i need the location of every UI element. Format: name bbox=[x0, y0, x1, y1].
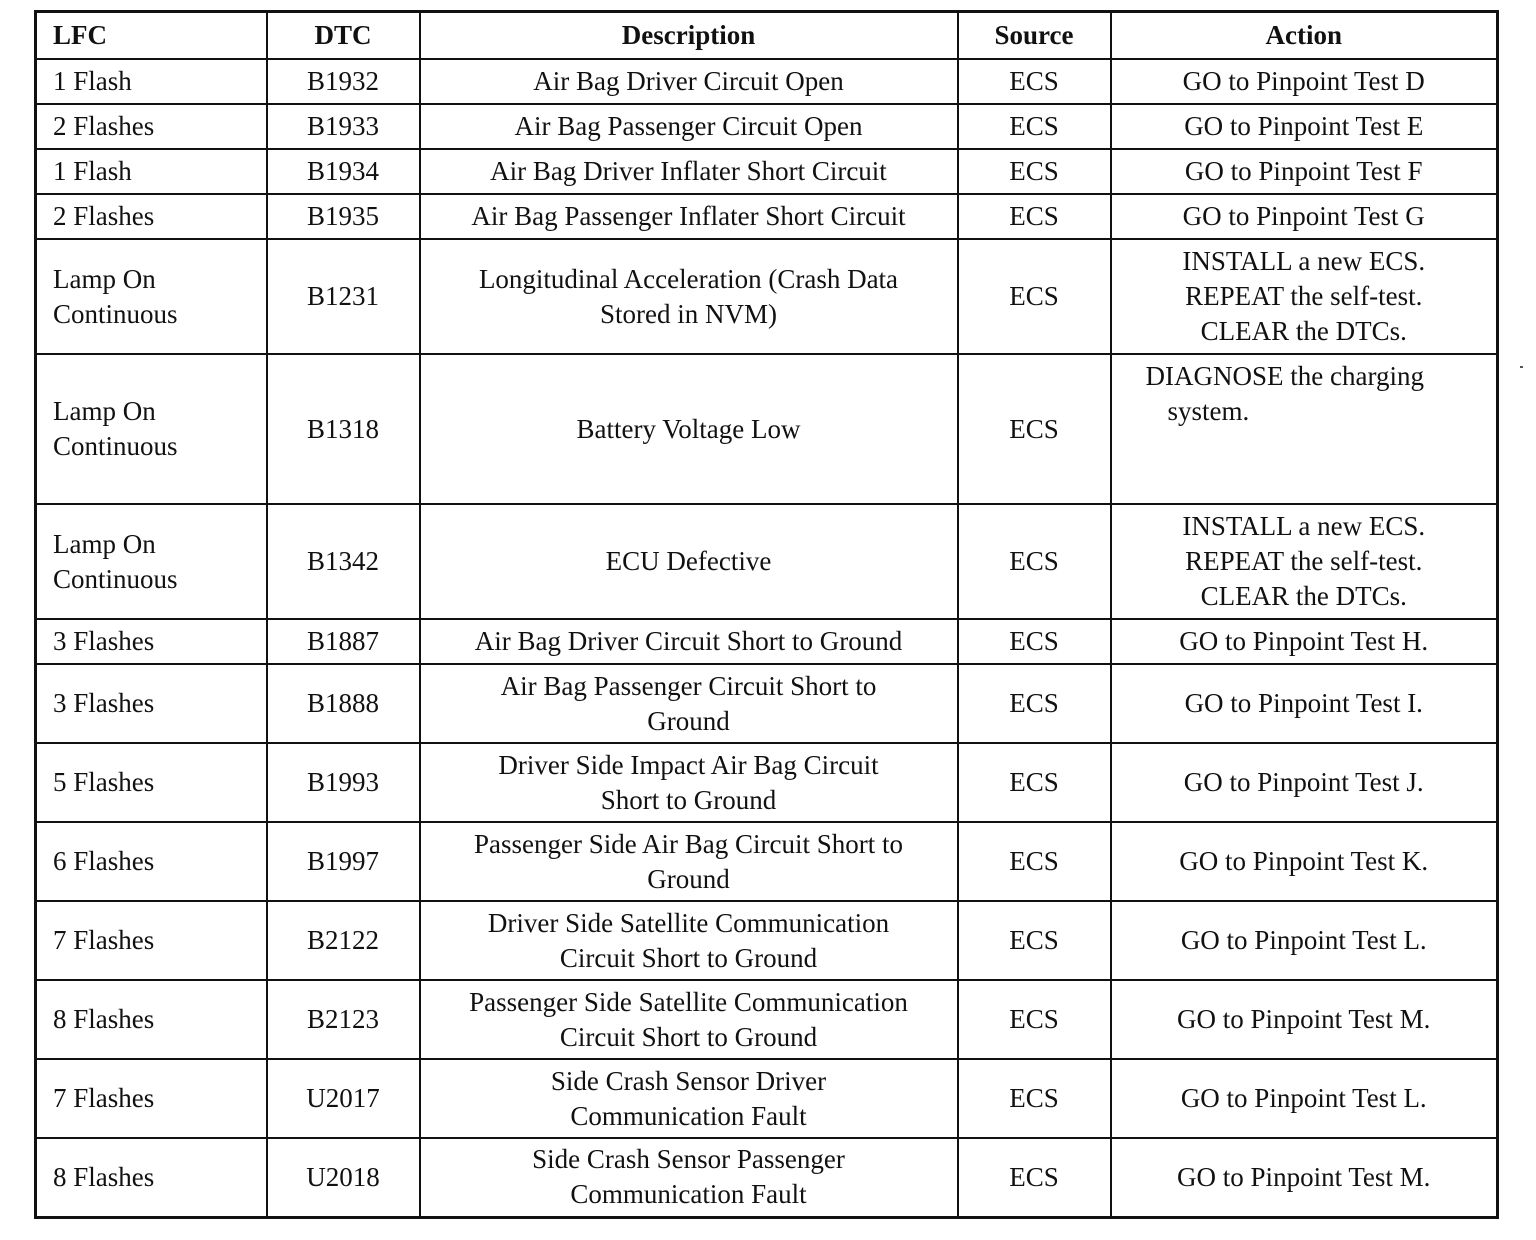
lfc-cell-line: 3 Flashes bbox=[53, 626, 155, 656]
table-row bbox=[36, 743, 1498, 822]
dtc-cell: B2123 bbox=[267, 980, 420, 1059]
action-cell bbox=[1111, 149, 1498, 194]
action-cell-line: GO to Pinpoint Test I. bbox=[1184, 688, 1423, 718]
description-cell-line: Air Bag Passenger Circuit Open bbox=[514, 111, 863, 141]
source-cell: ECS bbox=[958, 504, 1111, 619]
action-cell-line: GO to Pinpoint Test M. bbox=[1177, 1161, 1431, 1192]
action-cell bbox=[1111, 664, 1498, 743]
action-cell-line: GO to Pinpoint Test M. bbox=[1177, 1004, 1431, 1034]
action-cell bbox=[1111, 1138, 1498, 1217]
action-cell bbox=[1111, 619, 1498, 664]
source-cell: ECS bbox=[958, 194, 1111, 239]
header-action: Action bbox=[1111, 12, 1498, 60]
header-description: Description bbox=[420, 12, 958, 60]
description-cell-line: Side Crash Sensor Passenger bbox=[532, 1144, 845, 1175]
description-cell-line: Driver Side Satellite Communication bbox=[487, 907, 890, 938]
action-cell-line: GO to Pinpoint Test L. bbox=[1180, 1083, 1427, 1113]
description-cell-line: Air Bag Driver Circuit Open bbox=[533, 66, 844, 96]
source-cell: ECS bbox=[958, 619, 1111, 664]
lfc-cell-line: 3 Flashes bbox=[53, 688, 155, 718]
action-cell bbox=[1111, 980, 1498, 1059]
lfc-cell-line: 6 Flashes bbox=[53, 846, 155, 876]
table-header bbox=[36, 12, 1498, 60]
lfc-cell-line: 8 Flashes bbox=[53, 1004, 155, 1034]
description-cell bbox=[420, 104, 958, 149]
dtc-cell: B1887 bbox=[267, 619, 420, 664]
action-cell bbox=[1111, 354, 1498, 504]
lfc-cell bbox=[36, 149, 267, 194]
source-cell: ECS bbox=[958, 1138, 1111, 1217]
source-cell: ECS bbox=[958, 901, 1111, 980]
table-row bbox=[36, 664, 1498, 743]
header-row bbox=[36, 12, 1498, 60]
lfc-cell-line: 7 Flashes bbox=[53, 925, 155, 955]
action-cell bbox=[1111, 822, 1498, 901]
action-cell-line: REPEAT the self-test. bbox=[1185, 546, 1423, 576]
description-cell bbox=[420, 901, 958, 980]
lfc-cell-line: Continuous bbox=[53, 563, 178, 594]
source-cell: ECS bbox=[958, 104, 1111, 149]
action-cell bbox=[1111, 901, 1498, 980]
lfc-cell-line: 7 Flashes bbox=[53, 1083, 155, 1113]
source-cell: ECS bbox=[958, 59, 1111, 104]
description-cell-line: Passenger Side Satellite Communication bbox=[469, 986, 908, 1017]
description-cell bbox=[420, 149, 958, 194]
table-row bbox=[36, 1138, 1498, 1217]
action-cell bbox=[1111, 504, 1498, 619]
lfc-cell bbox=[36, 822, 267, 901]
description-cell-line: Short to Ground bbox=[600, 784, 777, 815]
header-lfc: LFC bbox=[36, 12, 267, 60]
lfc-cell bbox=[36, 104, 267, 149]
description-cell-line: Air Bag Passenger Inflater Short Circuit bbox=[471, 201, 906, 231]
dtc-cell: B1997 bbox=[267, 822, 420, 901]
action-cell-line: CLEAR the DTCs. bbox=[1200, 581, 1407, 611]
dtc-cell: B1342 bbox=[267, 504, 420, 619]
lfc-cell bbox=[36, 354, 267, 504]
source-cell: ECS bbox=[958, 980, 1111, 1059]
lfc-cell-line: Lamp On bbox=[53, 528, 156, 559]
lfc-cell-line: 5 Flashes bbox=[53, 767, 155, 797]
header-dtc: DTC bbox=[267, 12, 420, 60]
dtc-cell: U2017 bbox=[267, 1059, 420, 1138]
source-cell: ECS bbox=[958, 149, 1111, 194]
action-cell-line: INSTALL a new ECS. bbox=[1182, 246, 1426, 276]
lfc-cell-line: 8 Flashes bbox=[53, 1161, 155, 1192]
action-cell-line: GO to Pinpoint Test K. bbox=[1179, 846, 1429, 876]
dtc-cell: B1935 bbox=[267, 194, 420, 239]
action-cell bbox=[1111, 743, 1498, 822]
dtc-cell: B1318 bbox=[267, 354, 420, 504]
table-row bbox=[36, 980, 1498, 1059]
description-cell bbox=[420, 354, 958, 504]
lfc-cell bbox=[36, 1059, 267, 1138]
dtc-cell: B1888 bbox=[267, 664, 420, 743]
description-cell bbox=[420, 59, 958, 104]
lfc-cell bbox=[36, 239, 267, 354]
source-cell: ECS bbox=[958, 664, 1111, 743]
dtc-cell: U2018 bbox=[267, 1138, 420, 1217]
lfc-cell bbox=[36, 59, 267, 104]
description-cell-line: Side Crash Sensor Driver bbox=[550, 1065, 827, 1096]
description-cell-line: Stored in NVM) bbox=[600, 298, 777, 329]
description-cell-line: Air Bag Driver Inflater Short Circuit bbox=[490, 156, 887, 186]
description-cell bbox=[420, 1059, 958, 1138]
description-cell-line: Ground bbox=[647, 863, 730, 894]
table-row bbox=[36, 104, 1498, 149]
table-row bbox=[36, 822, 1498, 901]
action-cell bbox=[1111, 239, 1498, 354]
action-cell bbox=[1111, 194, 1498, 239]
lfc-cell bbox=[36, 901, 267, 980]
action-cell-line: GO to Pinpoint Test L. bbox=[1180, 925, 1427, 955]
source-cell: ECS bbox=[958, 354, 1111, 504]
action-cell-line: GO to Pinpoint Test F bbox=[1184, 156, 1423, 186]
description-cell-line: Driver Side Impact Air Bag Circuit bbox=[498, 749, 879, 780]
action-cell-line: GO to Pinpoint Test G bbox=[1182, 201, 1425, 231]
lfc-cell-line: 1 Flash bbox=[53, 156, 132, 186]
description-cell bbox=[420, 1138, 958, 1217]
table-row bbox=[36, 149, 1498, 194]
description-cell-line: Air Bag Driver Circuit Short to Ground bbox=[474, 626, 903, 656]
dtc-table bbox=[34, 10, 1499, 1219]
dtc-cell: B1993 bbox=[267, 743, 420, 822]
description-cell bbox=[420, 822, 958, 901]
description-cell-line: Ground bbox=[647, 705, 730, 736]
lfc-cell-line: 2 Flashes bbox=[53, 201, 155, 231]
description-cell-line: Circuit Short to Ground bbox=[559, 1021, 818, 1052]
description-cell bbox=[420, 980, 958, 1059]
action-cell bbox=[1111, 104, 1498, 149]
description-cell-line: Circuit Short to Ground bbox=[559, 942, 818, 973]
action-cell-line: GO to Pinpoint Test H. bbox=[1179, 626, 1429, 656]
table-row bbox=[36, 619, 1498, 664]
action-cell bbox=[1111, 1059, 1498, 1138]
source-cell: ECS bbox=[958, 1059, 1111, 1138]
description-cell-line: Battery Voltage Low bbox=[576, 413, 801, 444]
lfc-cell bbox=[36, 194, 267, 239]
description-cell-line: ECU Defective bbox=[605, 546, 772, 576]
dtc-cell: B1934 bbox=[267, 149, 420, 194]
table-row bbox=[36, 354, 1498, 504]
source-cell: ECS bbox=[958, 239, 1111, 354]
lfc-cell-line: Continuous bbox=[53, 298, 178, 329]
lfc-cell bbox=[36, 980, 267, 1059]
dtc-cell: B1231 bbox=[267, 239, 420, 354]
action-cell-line: REPEAT the self-test. bbox=[1185, 281, 1423, 311]
description-cell-line: Communication Fault bbox=[570, 1179, 807, 1210]
description-cell-line: Longitudinal Acceleration (Crash Data bbox=[478, 263, 899, 294]
description-cell bbox=[420, 743, 958, 822]
lfc-cell-line: Lamp On bbox=[53, 396, 156, 426]
dtc-cell: B1932 bbox=[267, 59, 420, 104]
source-cell: ECS bbox=[958, 822, 1111, 901]
description-cell bbox=[420, 504, 958, 619]
dtc-cell: B1933 bbox=[267, 104, 420, 149]
table-body bbox=[36, 59, 1498, 1217]
description-cell-line: Air Bag Passenger Circuit Short to bbox=[500, 670, 877, 701]
table-row bbox=[36, 194, 1498, 239]
table-row bbox=[36, 1059, 1498, 1138]
table-row bbox=[36, 59, 1498, 104]
description-cell bbox=[420, 239, 958, 354]
lfc-cell-line: Lamp On bbox=[53, 263, 156, 294]
description-cell bbox=[420, 619, 958, 664]
table-row bbox=[36, 901, 1498, 980]
action-cell-line: GO to Pinpoint Test E bbox=[1184, 111, 1424, 141]
lfc-cell bbox=[36, 504, 267, 619]
dtc-cell: B2122 bbox=[267, 901, 420, 980]
action-cell-line: DIAGNOSE the charging bbox=[1145, 361, 1424, 391]
lfc-cell bbox=[36, 664, 267, 743]
lfc-cell bbox=[36, 743, 267, 822]
lfc-cell-line: Continuous bbox=[53, 431, 178, 461]
lfc-cell-line: 2 Flashes bbox=[53, 111, 155, 141]
action-cell-line: GO to Pinpoint Test J. bbox=[1183, 767, 1424, 797]
action-cell bbox=[1111, 59, 1498, 104]
lfc-cell bbox=[36, 1138, 267, 1217]
table-row bbox=[36, 239, 1498, 354]
description-cell bbox=[420, 664, 958, 743]
table-row bbox=[36, 504, 1498, 619]
description-cell-line: Passenger Side Air Bag Circuit Short to bbox=[474, 828, 903, 859]
action-cell-line: INSTALL a new ECS. bbox=[1182, 511, 1426, 541]
source-cell: ECS bbox=[958, 743, 1111, 822]
description-cell-line: Communication Fault bbox=[570, 1100, 807, 1131]
action-cell-line: system. bbox=[1167, 396, 1250, 426]
action-cell-line: CLEAR the DTCs. bbox=[1200, 316, 1407, 346]
lfc-cell-line: 1 Flash bbox=[53, 66, 132, 96]
description-cell bbox=[420, 194, 958, 239]
action-cell-line: GO to Pinpoint Test D bbox=[1182, 66, 1425, 96]
header-source: Source bbox=[958, 12, 1111, 60]
scan-speck bbox=[1520, 366, 1523, 368]
lfc-cell bbox=[36, 619, 267, 664]
